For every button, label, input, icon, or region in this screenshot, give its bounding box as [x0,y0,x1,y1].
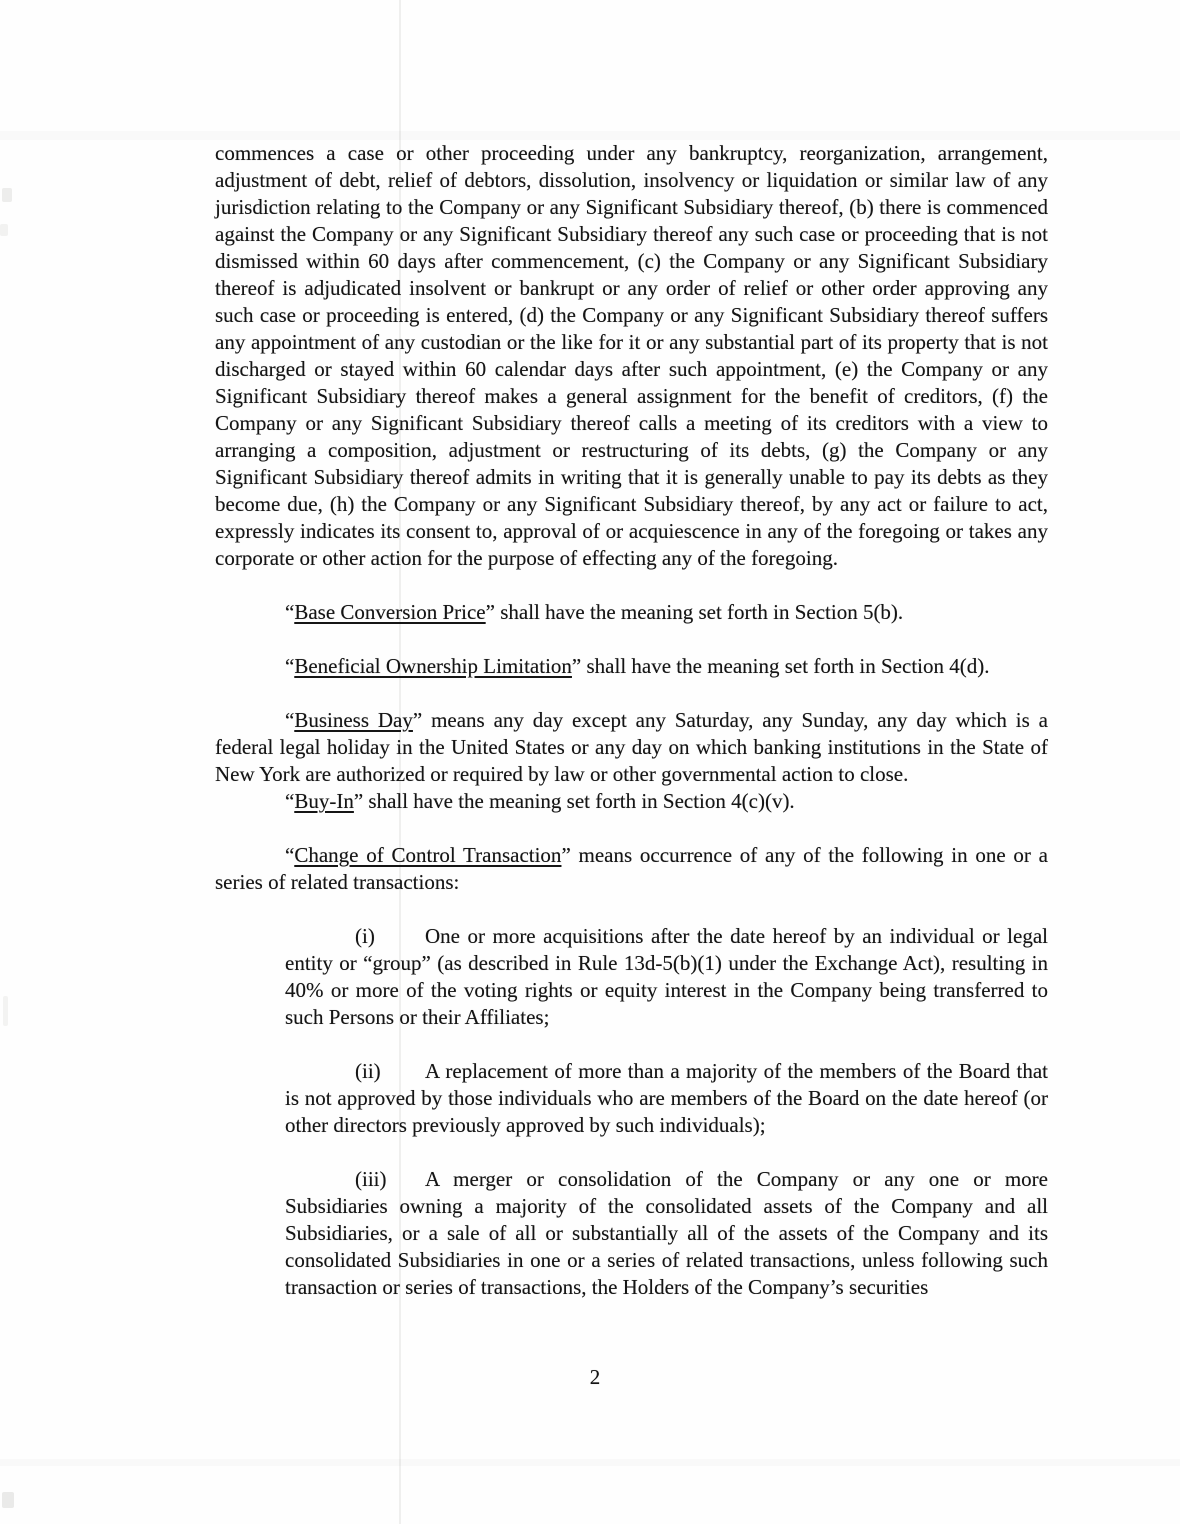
change-of-control-item-ii [285,1058,1048,1139]
scan-artifact [3,996,8,1026]
defined-term-beneficial-ownership-limitation: Beneficial Ownership Limitation [294,654,572,678]
definition-text: ” means occurrence of any of the following in one or a series of related transactions: [215,843,1048,894]
definition-text: ” means any day except any Saturday, any Sunday, any day which is a federal legal holiday in the United States or any day on which banking institutions in the State of New York are authorized or required by law or other governmental action to close. [215,708,1048,786]
scan-band [0,131,1180,140]
change-of-control-item-iii [285,1166,1048,1301]
document-body [215,140,1048,1328]
scan-artifact [0,224,8,236]
list-item-text: A merger or consolidation of the Company or any one or more Subsidiaries owning a majority of the consolidated assets of the Company and all Subsidiaries, or a sale of all or substantially all of the assets of the Company and its consolidated Subsidiaries in one or a series of related transactions, unless following such transaction or series of transactions, the Holders of the Company’s securities [285,1167,1048,1299]
definition-base-conversion-price [215,599,1048,626]
page-number: 2 [589,1365,601,1389]
open-quote: “ [285,789,295,813]
definition-buy-in [215,788,1048,815]
open-quote: “ [285,843,295,867]
list-numeral-ii: (ii) [355,1059,381,1083]
definition-beneficial-ownership-limitation [215,653,1048,680]
defined-term-change-of-control-transaction: Change of Control Transaction [294,843,562,867]
definition-business-day [215,707,1048,788]
open-quote: “ [285,600,295,624]
scan-artifact [2,1492,14,1508]
paragraph-insolvency-events: commences a case or other proceeding under any bankruptcy, reorganization, arrangement, adjustment of debt, relief of debtors, dissolution, insolvency or liquidation or similar law of any jurisdiction relating to the Company or any Significant Subsidiary thereof, (b) there is commenced against the Company or any Significant Subsidiary thereof any such case or proceeding that is not dismissed within 60 days after commencement, (c) the Company or any Significant Subsidiary thereof is adjudicated insolvent or bankrupt or any order of relief or other order approving any such case or proceeding is entered, (d) the Company or any Significant Subsidiary thereof suffers any appointment of any custodian or the like for it or any substantial part of its property that is not discharged or stayed within 60 calendar days after such appointment, (e) the Company or any Significant Subsidiary thereof makes a general assignment for the benefit of creditors, (f) the Company or any Significant Subsidiary thereof calls a meeting of its creditors with a view to arranging a composition, adjustment or restructuring of its debts, (g) the Company or any Significant Subsidiary thereof admits in writing that it is generally unable to pay its debts as they become due, (h) the Company or any Significant Subsidiary thereof, by any act or failure to act, expressly indicates its consent to, approval of or acquiescence in any of the foregoing or takes any corporate or other action for the purpose of effecting any of the foregoing. [215,141,1048,570]
definition-text: ” shall have the meaning set forth in Section 4(d). [571,654,990,678]
change-of-control-item-i [285,923,1048,1031]
defined-term-base-conversion-price: Base Conversion Price [294,600,486,624]
list-numeral-iii: (iii) [355,1167,387,1191]
list-item-text: One or more acquisitions after the date hereof by an individual or legal entity or “group” (as described in Rule 13d-5(b)(1) under the Exchange Act), resulting in 40% or more of the voting rights or equity interest in the Company being transferred to such Persons or their Affiliates; [285,924,1048,1029]
open-quote: “ [285,708,295,732]
definition-text: ” shall have the meaning set forth in Section 5(b). [485,600,904,624]
defined-term-buy-in: Buy-In [294,789,354,813]
defined-term-business-day: Business Day [294,708,413,732]
list-item-text: A replacement of more than a majority of the members of the Board that is not approved by those individuals who are members of the Board on the date hereof (or other directors previously approved by such individuals); [285,1059,1048,1137]
open-quote: “ [285,654,295,678]
scan-artifact [2,188,12,202]
list-numeral-i: (i) [355,924,375,948]
definition-change-of-control-transaction [215,842,1048,896]
definition-text: ” shall have the meaning set forth in Section 4(c)(v). [353,789,795,813]
scan-band [0,1459,1180,1466]
